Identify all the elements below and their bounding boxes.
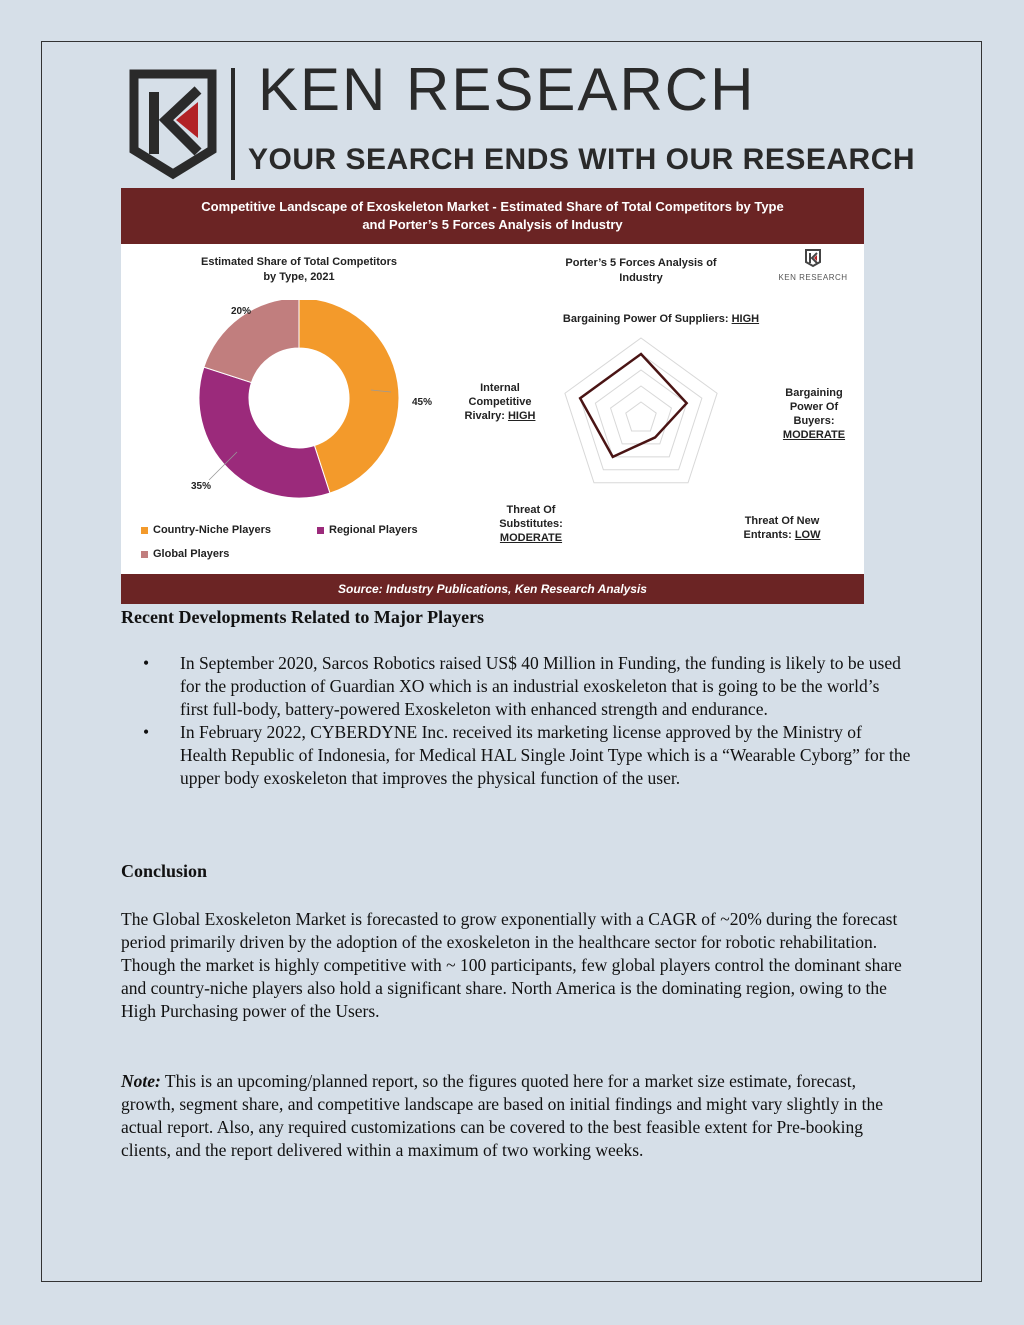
small-logo-text: KEN RESEARCH: [778, 273, 848, 282]
level-buyers: MODERATE: [782, 429, 846, 441]
donut-slice-global: [204, 300, 299, 383]
radar-chart-title: [531, 256, 751, 286]
legend-swatch-purple: [317, 527, 324, 534]
donut-slice-regional: [199, 367, 330, 498]
section-title-recent-developments: Recent Developments Related to Major Players: [121, 607, 485, 627]
note-paragraph: [121, 1070, 911, 1162]
radar-label-rivalry: Internal Competitive Rivalry: HIGH: [464, 382, 536, 422]
infographic: [121, 188, 864, 604]
donut-chart-title: [169, 255, 429, 285]
note-label: Note:: [121, 1071, 161, 1091]
legend-swatch-orange: [141, 527, 148, 534]
note-text: This is an upcoming/planned report, so the figures quoted here for a market size estimate, forecast, growth, segment share, and competitive landscape are based on initial findings and might vary slightly in the actual report. Also, any required customizations can be covered to the best feasible extent for Pre-booking clients, and the report delivered within a maximum of two working weeks.: [121, 1071, 884, 1160]
legend-global: Global Players: [141, 548, 229, 560]
level-substitutes: MODERATE: [499, 532, 563, 544]
radar-label-suppliers: Bargaining Power Of Suppliers: HIGH: [562, 313, 760, 325]
developments-list: [121, 652, 911, 790]
bullet-dot: •: [143, 653, 150, 673]
infographic-header-line2: and Porter’s 5 Forces Analysis of Industry: [362, 217, 623, 232]
radar-title-line1: Porter’s 5 Forces Analysis of: [565, 257, 717, 269]
radar-label-substitutes: Threat Of Substitutes: MODERATE: [499, 504, 563, 544]
list-item: • In September 2020, Sarcos Robotics raised US$ 40 Million in Funding, the funding is likely to be used for the production of Guardian XO which is an industrial exoskeleton that is going to be the world’s first full-body, battery-powered Exoskeleton with enhanced strength and endurance.: [143, 653, 901, 719]
donut-title-line1: Estimated Share of Total Competitors: [201, 256, 397, 268]
conclusion-paragraph: The Global Exoskeleton Market is forecasted to grow exponentially with a CAGR of ~20% during the forecast period primarily driven by the adoption of the exoskeleton in the healthcare sector for robotic rehabilitation. Though the market is highly competitive with ~ 100 participants, few global players control the dominant share and country-niche players also hold a significant share. North America is the dominating region, owing to the High Purchasing power of the Users.: [121, 909, 902, 1021]
small-ken-logo-icon: [804, 248, 822, 268]
level-new-entrants: LOW: [794, 529, 821, 541]
radar-grid-ring: [626, 402, 656, 431]
donut-label-country-niche: 45%: [412, 397, 433, 408]
radar-title-line2: Industry: [619, 272, 663, 284]
list-item: • In February 2022, CYBERDYNE Inc. received its marketing license approved by the Ministry of Health Republic of Indonesia, for Medical HAL Single Joint Type which is a “Wearable Cyborg” for the upper body exoskeleton that improves the physical function of the user.: [143, 722, 911, 788]
infographic-source: Source: Industry Publications, Ken Research Analysis: [121, 574, 864, 604]
donut-label-regional: 35%: [191, 481, 212, 492]
legend-regional: Regional Players: [317, 524, 418, 536]
logo-tagline: YOUR SEARCH ENDS WITH OUR RESEARCH: [248, 143, 916, 176]
ken-research-emblem-icon: [128, 68, 218, 180]
donut-chart: [191, 300, 411, 520]
level-rivalry: HIGH: [507, 410, 536, 422]
donut-label-global: 20%: [231, 306, 252, 317]
radar-chart: [551, 326, 731, 506]
radar-grid-ring: [611, 386, 672, 444]
logo-name: KEN RESEARCH: [258, 56, 756, 123]
small-logo: [768, 248, 858, 282]
section-title-conclusion: Conclusion: [121, 861, 208, 881]
radar-label-new-entrants: Threat Of New Entrants: LOW: [743, 515, 821, 541]
legend-country-niche: Country-Niche Players: [141, 524, 271, 536]
logo-divider: [231, 68, 235, 180]
radar-label-buyers: Bargaining Power Of Buyers: MODERATE: [782, 387, 846, 441]
level-suppliers: HIGH: [731, 313, 760, 325]
infographic-header: [121, 188, 864, 244]
infographic-header-line1: Competitive Landscape of Exoskeleton Market - Estimated Share of Total Competitors by Type: [201, 199, 784, 214]
donut-title-line2: by Type, 2021: [263, 271, 335, 283]
bullet-dot: •: [143, 722, 150, 742]
legend-swatch-rose: [141, 551, 148, 558]
